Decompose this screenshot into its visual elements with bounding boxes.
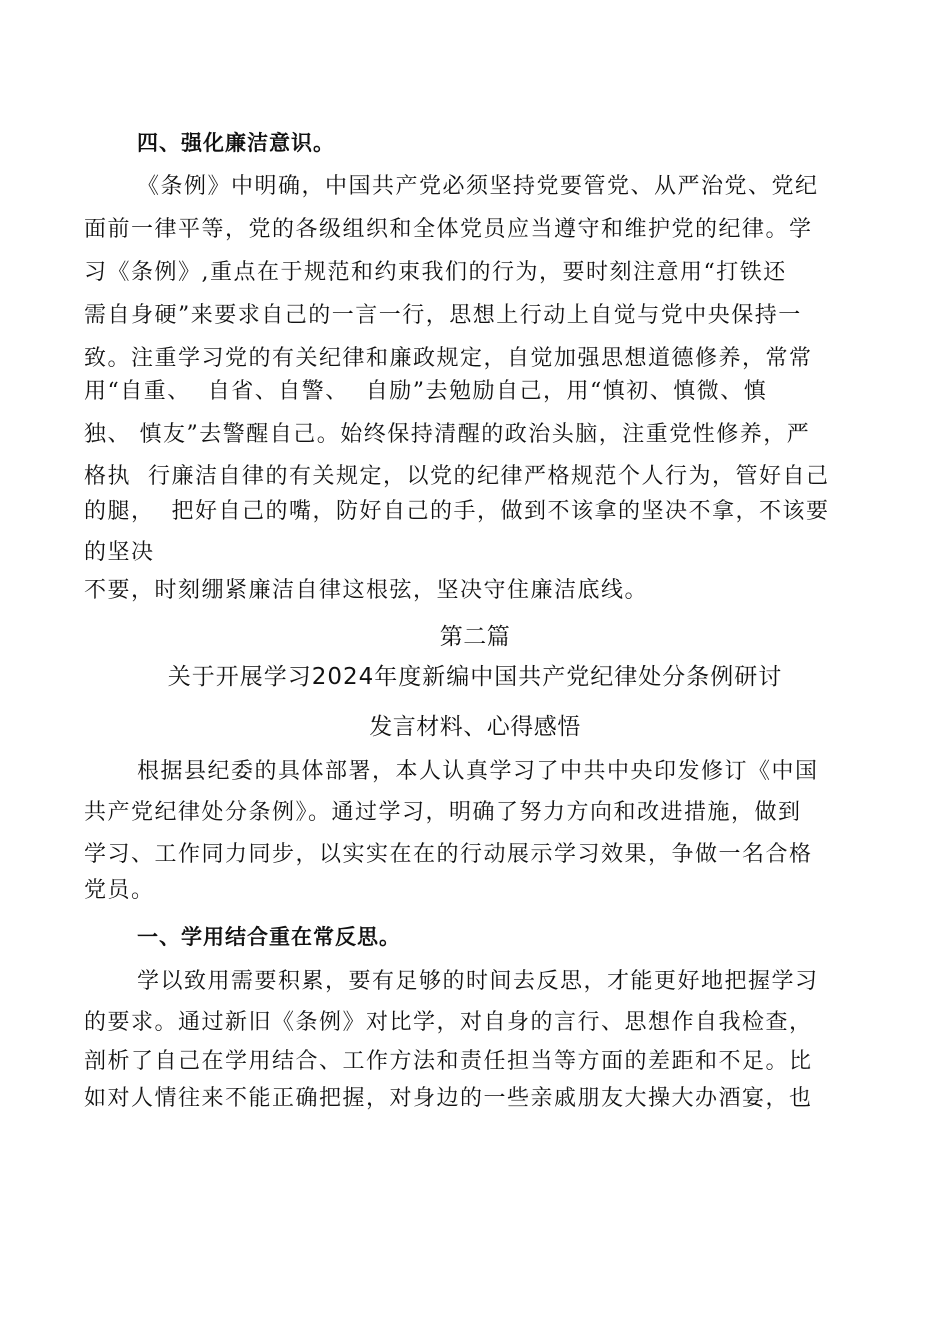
article-label: 第二篇 <box>439 624 511 650</box>
paragraph-line: 剖析了自己在学用结合、工作方法和责任担当等方面的差距和不足。比 <box>84 1049 813 1074</box>
section-heading-4: 四、强化廉洁意识。 <box>137 131 335 155</box>
paragraph-line: 习《条例》,重点在于规范和约束我们的行为，要时刻注意用“打铁还 <box>84 260 787 285</box>
paragraph-line: 的腿， 把好自己的嘴，防好自己的手，做到不该拿的坚决不拿，不该要 <box>84 499 830 524</box>
paragraph-line: 如对人情往来不能正确把握，对身边的一些亲戚朋友大操大办酒宴，也 <box>84 1086 813 1111</box>
paragraph-line: 致。注重学习党的有关纪律和廉政规定，自觉加强思想道德修养，常常 <box>84 346 813 371</box>
paragraph-line: 党员。 <box>84 878 155 903</box>
paragraph-line: 《条例》中明确，中国共产党必须坚持党要管党、从严治党、党纪 <box>137 174 819 199</box>
paragraph-line: 学习、工作同力同步，以实实在在的行动展示学习效果，争做一名合格 <box>84 842 813 867</box>
paragraph-line: 的要求。通过新旧《条例》对比学，对自身的言行、思想作自我检查， <box>84 1010 813 1035</box>
paragraph-line: 用“自重、 自省、自警、 自励”去勉励自己，用“慎初、慎微、慎 <box>84 379 768 404</box>
paragraph-line: 独、 慎友”去警醒自己。始终保持清醒的政治头脑，注重党性修养，严 <box>84 422 811 447</box>
paragraph-line: 学以致用需要积累，要有足够的时间去反思，才能更好地把握学习 <box>137 969 819 994</box>
paragraph-line: 需自身硬”来要求自己的一言一行，思想上行动上自觉与党中央保持一 <box>84 303 802 328</box>
paragraph-line: 根据县纪委的具体部署，本人认真学习了中共中央印发修订《中国 <box>137 759 819 784</box>
paragraph-line: 不要，时刻绷紧廉洁自律这根弦，坚决守住廉洁底线。 <box>84 578 649 603</box>
paragraph-line: 格执 行廉洁自律的有关规定，以党的纪律严格规范个人行为，管好自己 <box>84 464 830 489</box>
paragraph-line: 的坚决 <box>84 540 155 565</box>
paragraph-line: 面前一律平等，党的各级组织和全体党员应当遵守和维护党的纪律。学 <box>84 217 813 242</box>
paragraph-line: 共产党纪律处分条例》。通过学习，明确了努力方向和改进措施，做到 <box>84 800 802 825</box>
article-title-line-2: 发言材料、心得感悟 <box>369 714 581 740</box>
section-heading-1: 一、学用结合重在常反思。 <box>137 925 401 949</box>
article-title-line-1: 关于开展学习2024年度新编中国共产党纪律处分条例研讨 <box>167 664 783 690</box>
